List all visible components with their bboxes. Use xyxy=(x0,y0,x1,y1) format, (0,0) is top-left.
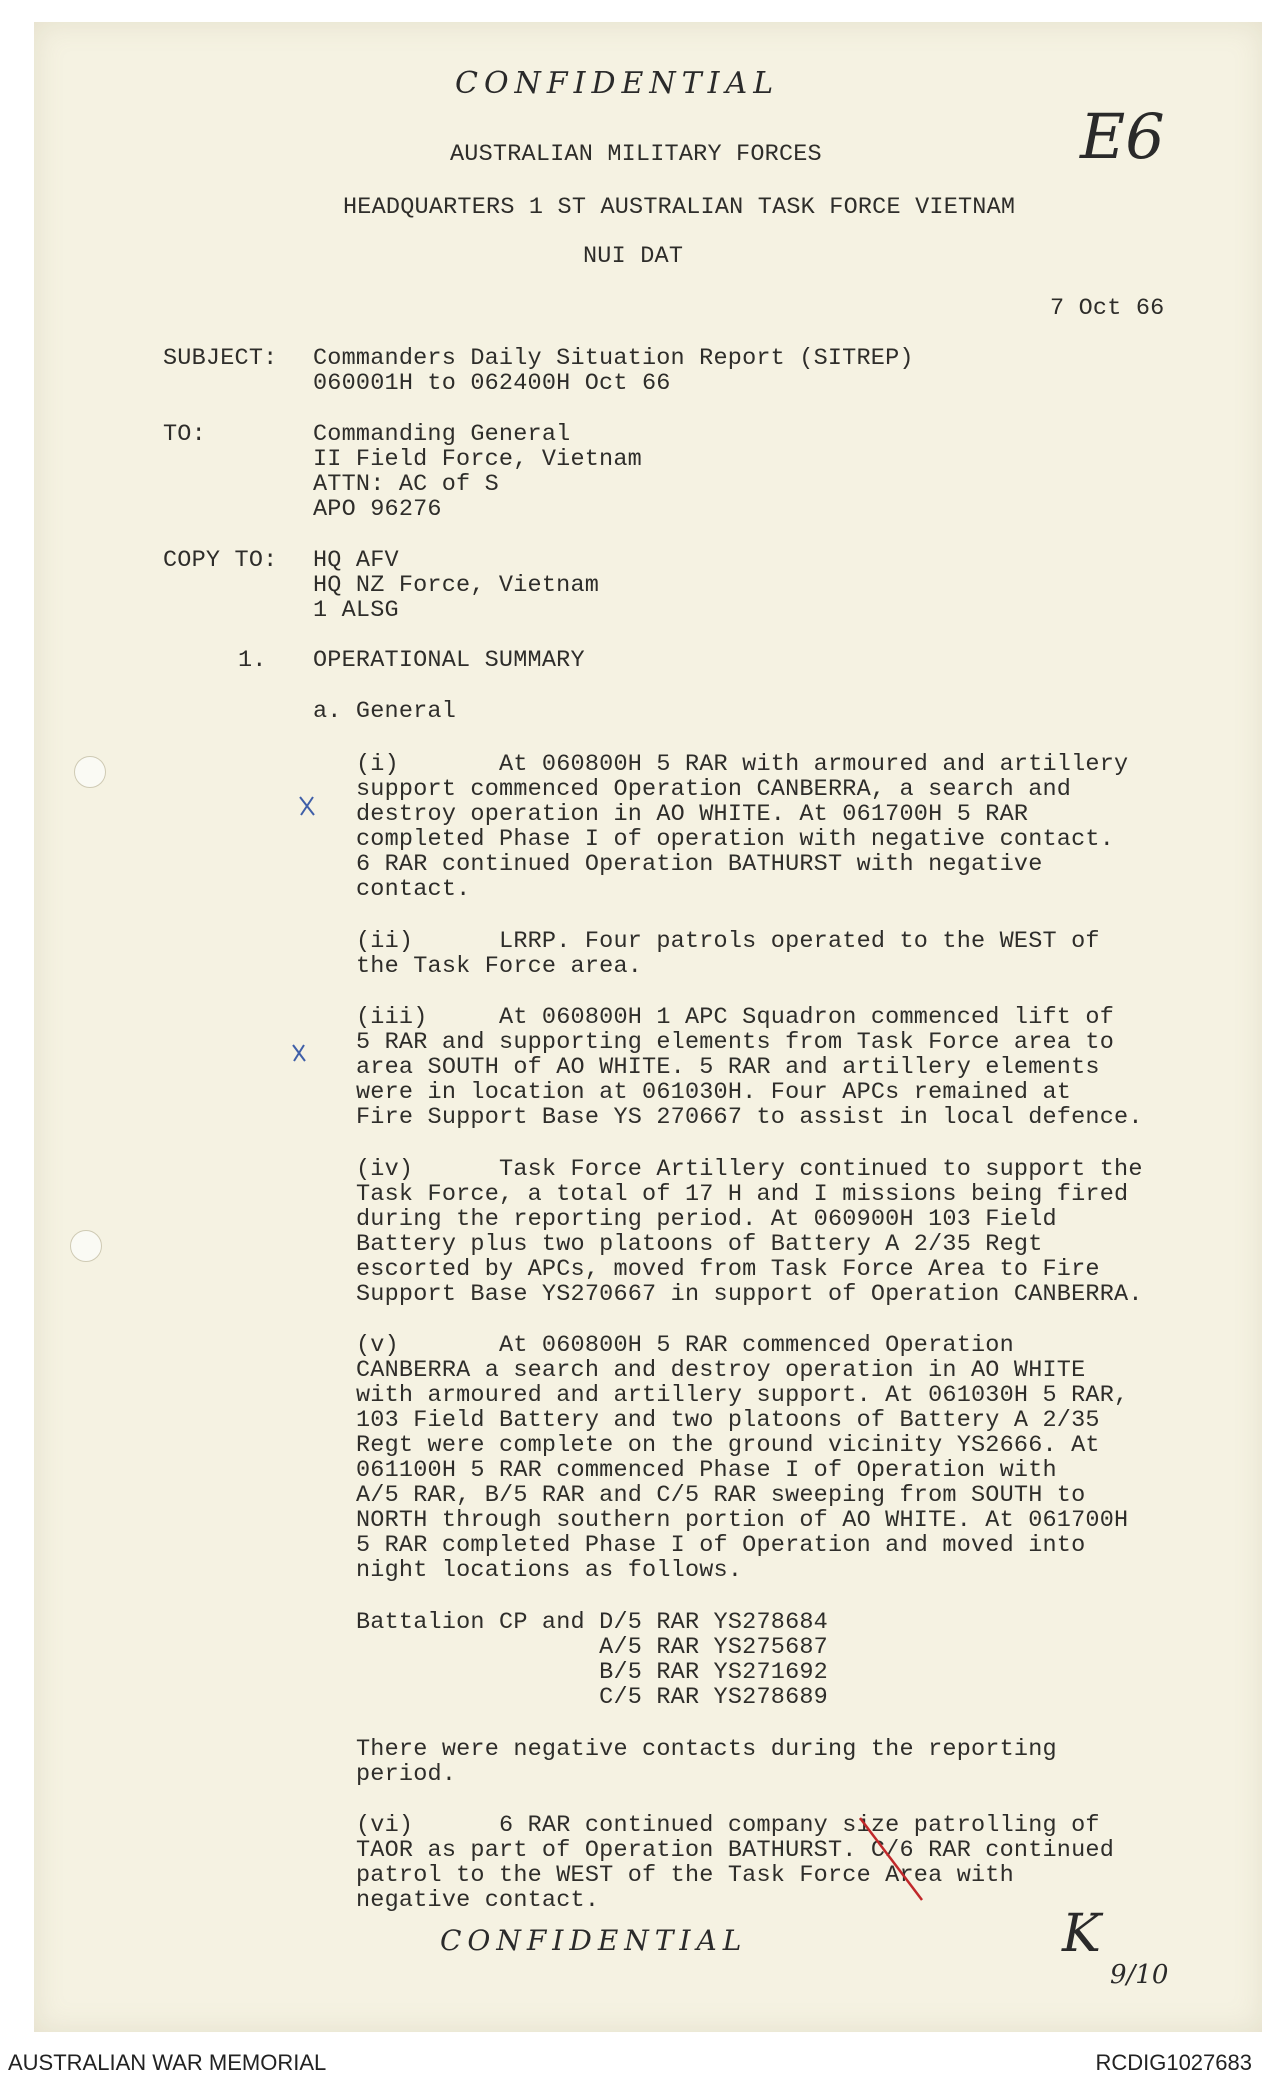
location-line: C/5 RAR YS278689 xyxy=(356,1684,828,1711)
header-line-1: AUSTRALIAN MILITARY FORCES xyxy=(450,141,822,168)
subsection-title: a. General xyxy=(313,698,457,725)
para-iv-line: escorted by APCs, moved from Task Force Area to Fire xyxy=(356,1256,1100,1283)
para-iii-line: were in location at 061030H. Four APCs remained at xyxy=(356,1079,1072,1106)
para-iii-line: (iii) At 060800H 1 APC Squadron commenced lift of xyxy=(356,1004,1115,1031)
para-vi-line: negative contact. xyxy=(356,1887,600,1914)
para-v-line: Regt were complete on the ground vicinity YS2666. At xyxy=(356,1432,1100,1459)
para-iv-line: Support Base YS270667 in support of Operation CANBERRA. xyxy=(356,1281,1143,1308)
para-i-line: (i) At 060800H 5 RAR with armoured and artillery xyxy=(356,751,1129,778)
negative-contacts-line: period. xyxy=(356,1761,457,1788)
para-i-line: support commenced Operation CANBERRA, a search and xyxy=(356,776,1072,803)
para-iii-line: Fire Support Base YS 270667 to assist in local defence. xyxy=(356,1104,1143,1131)
subject-line-1: Commanders Daily Situation Report (SITREP) xyxy=(313,345,914,372)
section-title: OPERATIONAL SUMMARY xyxy=(313,647,585,674)
para-iv-line: Task Force, a total of 17 H and I missions being fired xyxy=(356,1181,1129,1208)
handwritten-reference: E6 xyxy=(1080,100,1165,173)
para-iv-line: Battery plus two platoons of Battery A 2/35 Regt xyxy=(356,1231,1043,1258)
document-date: 7 Oct 66 xyxy=(1050,295,1165,322)
punch-hole-bottom xyxy=(70,1230,102,1262)
para-v-line: with armoured and artillery support. At 061030H 5 RAR, xyxy=(356,1382,1129,1409)
copy-to-label: COPY TO: xyxy=(163,547,278,574)
location-line: A/5 RAR YS275687 xyxy=(356,1634,828,1661)
location-line: Battalion CP and D/5 RAR YS278684 xyxy=(356,1609,828,1636)
para-v-line: 5 RAR completed Phase I of Operation and moved into xyxy=(356,1532,1086,1559)
to-line: Commanding General xyxy=(313,421,571,448)
handwritten-confidential-header: CONFIDENTIAL xyxy=(455,66,780,101)
punch-hole-top xyxy=(74,756,106,788)
subject-line-2: 060001H to 062400H Oct 66 xyxy=(313,370,671,397)
copy-to-line: HQ NZ Force, Vietnam xyxy=(313,572,600,599)
para-v-line: CANBERRA a search and destroy operation in AO WHITE xyxy=(356,1357,1086,1384)
para-v-line: 103 Field Battery and two platoons of Battery A 2/35 xyxy=(356,1407,1100,1434)
para-vi-line: (vi) 6 RAR continued company size patrolling of xyxy=(356,1812,1100,1839)
to-line: II Field Force, Vietnam xyxy=(313,446,642,473)
copy-to-line: 1 ALSG xyxy=(313,597,399,624)
footer-record-id: RCDIG1027683 xyxy=(1095,2050,1252,2075)
para-i-line: destroy operation in AO WHITE. At 061700H 5 RAR xyxy=(356,801,1029,828)
para-v-line: A/5 RAR, B/5 RAR and C/5 RAR sweeping from SOUTH to xyxy=(356,1482,1086,1509)
para-iv-line: during the reporting period. At 060900H 103 Field xyxy=(356,1206,1057,1233)
para-ii-line: the Task Force area. xyxy=(356,953,643,980)
location-line: B/5 RAR YS271692 xyxy=(356,1659,828,1686)
to-line: ATTN: AC of S xyxy=(313,471,499,498)
negative-contacts-line: There were negative contacts during the reporting xyxy=(356,1736,1057,1763)
section-number: 1. xyxy=(238,647,267,674)
para-v-line: night locations as follows. xyxy=(356,1557,743,1584)
header-line-3: NUI DAT xyxy=(583,243,684,270)
para-iv-line: (iv) Task Force Artillery continued to support the xyxy=(356,1156,1143,1183)
para-i-line: 6 RAR continued Operation BATHURST with negative xyxy=(356,851,1043,878)
para-v-line: 061100H 5 RAR commenced Phase I of Operation with xyxy=(356,1457,1057,1484)
para-ii-line: (ii) LRRP. Four patrols operated to the WEST of xyxy=(356,928,1100,955)
para-iii-line: area SOUTH of AO WHITE. 5 RAR and artillery elements xyxy=(356,1054,1100,1081)
para-i-line: contact. xyxy=(356,876,471,903)
para-vi-line: patrol to the WEST of the Task Force Area with xyxy=(356,1862,1014,1889)
subject-label: SUBJECT: xyxy=(163,345,278,372)
para-i-line: completed Phase I of operation with negative contact. xyxy=(356,826,1115,853)
handwritten-page-number: 9/10 xyxy=(1110,1960,1169,1990)
para-vi-line: TAOR as part of Operation BATHURST. C/6 RAR continued xyxy=(356,1837,1115,1864)
handwritten-confidential-footer: CONFIDENTIAL xyxy=(440,1924,748,1957)
para-v-line: NORTH through southern portion of AO WHITE. At 061700H xyxy=(356,1507,1129,1534)
para-iii-line: 5 RAR and supporting elements from Task Force area to xyxy=(356,1029,1115,1056)
to-line: APO 96276 xyxy=(313,496,442,523)
copy-to-line: HQ AFV xyxy=(313,547,399,574)
handwritten-initial: K xyxy=(1062,1904,1101,1964)
to-label: TO: xyxy=(163,421,206,448)
footer-archive-name: AUSTRALIAN WAR MEMORIAL xyxy=(8,2050,327,2075)
para-v-line: (v) At 060800H 5 RAR commenced Operation xyxy=(356,1332,1014,1359)
header-line-2: HEADQUARTERS 1 ST AUSTRALIAN TASK FORCE VIETNAM xyxy=(343,194,1016,221)
